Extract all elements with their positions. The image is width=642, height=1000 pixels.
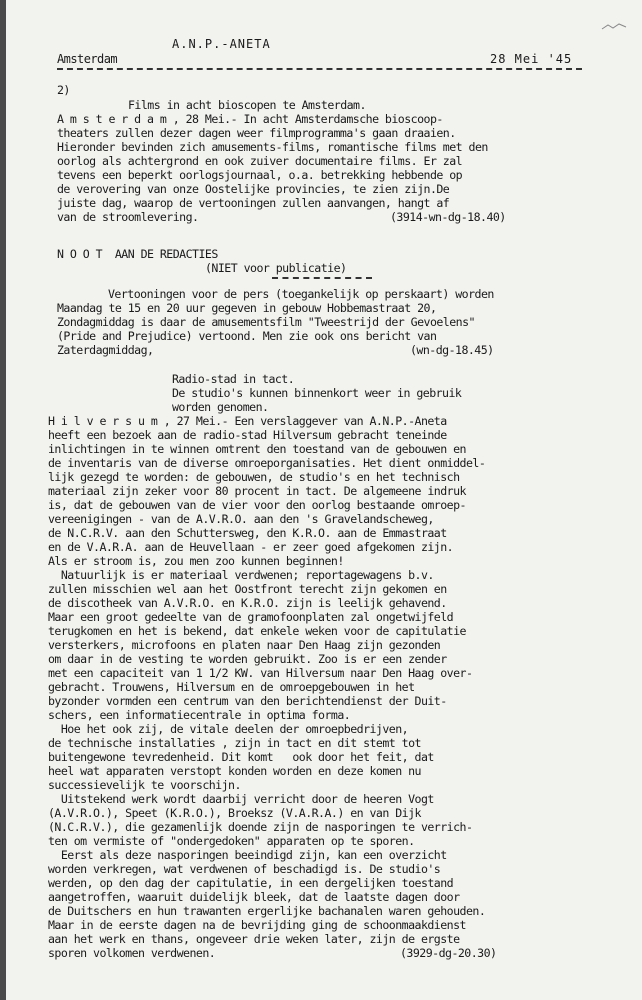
item3-line-32: Eerst als deze nasporingen beeindigd zijn, kan een overzicht bbox=[48, 848, 447, 862]
note-divider bbox=[272, 277, 372, 279]
header-divider bbox=[57, 68, 582, 70]
item3-subtitle-2: worden genomen. bbox=[172, 400, 269, 414]
item3-line-4: de inventaris van de diverse omroeporganisaties. Het dient onmiddel- bbox=[48, 456, 486, 470]
item1-line-5: tevens een beperkt oorlogsjournaal, o.a. betrekking hebbende op bbox=[57, 168, 463, 182]
note-line-3: Zondagmiddag is daar de amusementsfilm "Tweestrijd der Gevoelens" bbox=[57, 315, 475, 329]
note-code: (wn-dg-18.45) bbox=[410, 343, 494, 357]
note-heading: N O O T AAN DE REDACTIES bbox=[57, 247, 218, 261]
item3-line-16: terugkomen en het is bekend, dat enkele weken voor de capitulatie bbox=[48, 624, 466, 638]
item3-line-10: en de V.A.R.A. aan de Heuvellaan - er zeer goed afgekomen zijn. bbox=[48, 540, 454, 554]
item3-line-1: H i l v e r s u m , 27 Mei.- Een verslaggever van A.N.P.-Aneta bbox=[48, 414, 447, 428]
item3-line-24: de technische installaties , zijn in tact en dit stemt tot bbox=[48, 736, 421, 750]
item1-line-1: A m s t e r d a m , 28 Mei.- In acht Amsterdamsche bioscoop- bbox=[57, 112, 443, 126]
item1-last-line: van de stroomlevering. bbox=[57, 210, 199, 224]
item-number: 2) bbox=[57, 83, 70, 97]
item1-line-4: oorlog als achtergrond en ook zuiver documentaire films. Er zal bbox=[57, 154, 463, 168]
item3-line-18: om daar in de vesting te worden gebruikt. Zoo is er een zender bbox=[48, 652, 447, 666]
item3-line-30: (N.C.R.V.), die gezamenlijk doende zijn de nasporingen te verrich- bbox=[48, 820, 473, 834]
city-label: Amsterdam bbox=[57, 52, 118, 66]
item1-title: Films in acht bioscopen te Amsterdam. bbox=[128, 98, 366, 112]
item3-line-38: aan het werk en thans, ongeveer drie weken later, zijn de ergste bbox=[48, 932, 460, 946]
item3-line-3: inlichtingen in te winnen omtrent den toestand van de gebouwen en bbox=[48, 442, 466, 456]
item3-title: Radio-stad in tact. bbox=[172, 372, 295, 386]
agency-title: A.N.P.-ANETA bbox=[172, 37, 271, 51]
item3-line-14: de discotheek van A.V.R.O. en K.R.O. zijn is leelijk gehavend. bbox=[48, 596, 447, 610]
item3-last-line: sporen volkomen verdwenen. bbox=[48, 946, 216, 960]
item1-line-7: juiste dag, waarop de vertooningen zullen aanvangen, hangt af bbox=[57, 196, 450, 210]
item3-line-26: heel wat apparaten verstopt konden worden en deze komen nu bbox=[48, 764, 421, 778]
item3-line-35: aangetroffen, waaruit duidelijk bleek, dat de laatste dagen door bbox=[48, 890, 460, 904]
item3-line-34: werden, op den dag der capitulatie, in een dergelijken toestand bbox=[48, 876, 454, 890]
note-line-4: (Pride and Prejudice) vertoond. Men zie ook ons bericht van bbox=[57, 329, 437, 343]
item3-line-28: Uitstekend werk wordt daarbij verricht door de heeren Vogt bbox=[48, 792, 434, 806]
item1-code: (3914-wn-dg-18.40) bbox=[390, 210, 506, 224]
item3-line-20: gebracht. Trouwens, Hilversum en de omroepgebouwen in het bbox=[48, 680, 415, 694]
item3-line-25: buitengewone tevredenheid. Dit komt ook door het feit, dat bbox=[48, 750, 434, 764]
note-line-1: Vertooningen voor de pers (toegankelijk op perskaart) worden bbox=[108, 287, 494, 301]
item3-line-29: (A.V.R.O.), Speet (K.R.O.), Broeksz (V.A.R.A.) en van Dijk bbox=[48, 806, 421, 820]
ink-mark-icon bbox=[600, 22, 630, 32]
item3-line-19: met een capaciteit van 1 1/2 KW. van Hilversum naar Den Haag over- bbox=[48, 666, 473, 680]
item3-line-8: vereenigingen - van de A.V.R.O. aan den 's Gravelandscheweg, bbox=[48, 512, 434, 526]
item3-line-6: materiaal zijn zeker voor 80 procent in tact. De algemeene indruk bbox=[48, 484, 466, 498]
note-last-line: Zaterdagmiddag, bbox=[57, 343, 154, 357]
item3-line-7: is, dat de gebouwen van de vier voor den oorlog bestaande omroep- bbox=[48, 498, 466, 512]
item3-line-5: lijk gezegd te worden: de gebouwen, de studio's en het technisch bbox=[48, 470, 460, 484]
item3-line-21: byzonder vormden een centrum van den berichtendienst der Duit- bbox=[48, 694, 447, 708]
note-line-2: Maandag te 15 en 20 uur gegeven in gebouw Hobbemastraat 20, bbox=[57, 301, 437, 315]
item1-line-2: theaters zullen dezer dagen weer filmprogramma's gaan draaien. bbox=[57, 126, 456, 140]
item3-code: (3929-dg-20.30) bbox=[400, 946, 497, 960]
item1-line-6: de verovering van onze Oostelijke provincies, te zien zijn.De bbox=[57, 182, 450, 196]
item3-line-33: worden verkregen, wat verdwenen of beschadigd is. De studio's bbox=[48, 862, 441, 876]
item3-line-11: Als er stroom is, zou men zoo kunnen beginnen! bbox=[48, 554, 344, 568]
item3-line-12: Natuurlijk is er materiaal verdwenen; reportagewagens b.v. bbox=[48, 568, 434, 582]
item3-line-9: de N.C.R.V. aan den Schuttersweg, den K.R.O. aan de Emmastraat bbox=[48, 526, 447, 540]
item1-line-3: Hieronder bevinden zich amusements-films, romantische films met den bbox=[57, 140, 488, 154]
item3-line-15: Maar een groot gedeelte van de gramofoonplaten zal ongetwijfeld bbox=[48, 610, 454, 624]
item3-subtitle-1: De studio's kunnen binnenkort weer in gebruik bbox=[172, 386, 462, 400]
item3-line-22: schers, een informatiecentrale in optima forma. bbox=[48, 708, 351, 722]
item3-line-17: versterkers, microfoons en platen naar Den Haag zijn gezonden bbox=[48, 638, 441, 652]
item3-line-37: Maar in de eerste dagen na de bevrijding ging de schoonmaakdienst bbox=[48, 918, 466, 932]
item3-line-13: zullen misschien wel aan het Oostfront terecht zijn gekomen en bbox=[48, 582, 447, 596]
item3-line-31: ten om vermiste of "ondergedoken" apparaten op te sporen. bbox=[48, 834, 415, 848]
item3-line-27: successievelijk te voorschijn. bbox=[48, 778, 241, 792]
item3-line-23: Hoe het ook zij, de vitale deelen der omroepbedrijven, bbox=[48, 722, 409, 736]
item3-line-36: de Duitschers en hun trawanten ergerlijke bachanalen waren gehouden. bbox=[48, 904, 486, 918]
dateline: 28 Mei '45 bbox=[490, 52, 573, 66]
item3-line-2: heeft een bezoek aan de radio-stad Hilversum gebracht teneinde bbox=[48, 428, 447, 442]
note-subheading: (NIET voor publicatie) bbox=[205, 261, 347, 275]
